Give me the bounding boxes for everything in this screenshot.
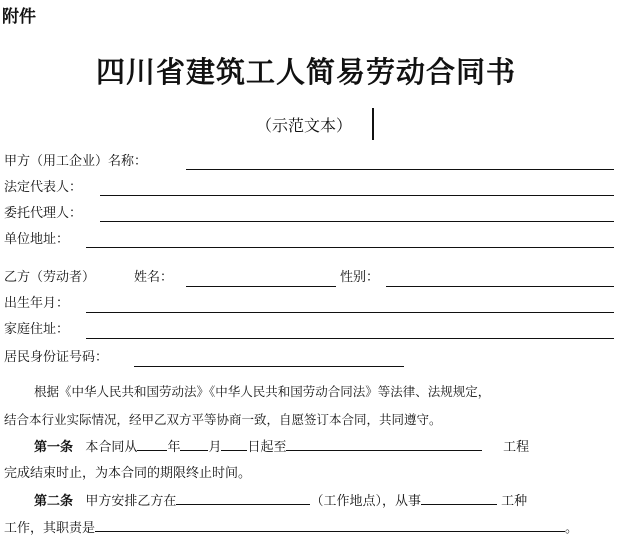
start-year-field[interactable] <box>137 439 167 451</box>
article-2-text-a: 甲方安排乙方在 <box>85 494 177 509</box>
birth-date-label: 出生年月： <box>4 296 70 311</box>
article-2-line-1 <box>34 493 527 510</box>
job-type-field[interactable] <box>421 493 497 505</box>
article-1-heading: 第一条 <box>34 440 74 455</box>
article-2-period: 。 <box>565 521 579 536</box>
document-subtitle: （示范文本） <box>256 116 353 135</box>
start-month-field[interactable] <box>180 439 208 451</box>
article-2-duties-label: 工作，其职责是 <box>4 521 96 536</box>
article-1-project: 工程 <box>503 440 530 455</box>
start-day-field[interactable] <box>221 439 247 451</box>
article-2-text-c: 工种 <box>501 494 528 509</box>
article-2-heading: 第二条 <box>34 494 74 509</box>
id-number-field[interactable] <box>134 366 404 367</box>
project-name-field[interactable] <box>286 439 482 451</box>
party-b-gender-field[interactable] <box>386 286 614 287</box>
company-address-label: 单位地址： <box>4 232 70 247</box>
home-address-label: 家庭住址： <box>4 322 70 337</box>
party-b-name-field[interactable] <box>186 286 336 287</box>
article-1-line-1 <box>34 439 529 456</box>
intro-paragraph-line-2: 结合本行业实际情况，经甲乙双方平等协商一致，自愿签订本合同，共同遵守。 <box>4 412 442 427</box>
article-1-text-until: 日起至 <box>247 440 287 455</box>
company-address-field[interactable] <box>86 247 614 248</box>
article-1-text-from: 本合同从 <box>85 440 138 455</box>
document-title: 四川省建筑工人简易劳动合同书 <box>96 55 517 89</box>
party-b-label: 乙方（劳动者） <box>4 270 96 285</box>
article-2-text-b: （工作地点），从事 <box>310 494 421 509</box>
attachment-label: 附件 <box>2 7 36 27</box>
authorized-agent-label: 委托代理人： <box>4 206 83 221</box>
text-cursor <box>372 108 374 140</box>
legal-representative-label: 法定代表人： <box>4 180 83 195</box>
article-1-line-2: 完成结束时止，为本合同的期限终止时间。 <box>4 466 252 481</box>
intro-paragraph-line-1: 根据《中华人民共和国劳动法》《中华人民共和国劳动合同法》等法律、法规规定， <box>34 384 491 399</box>
party-b-name-label: 姓名： <box>134 270 174 285</box>
article-2-line-2 <box>4 520 578 537</box>
article-1-month: 月 <box>208 440 222 455</box>
work-location-field[interactable] <box>176 493 310 505</box>
party-a-name-label: 甲方（用工企业）名称： <box>4 154 148 169</box>
legal-representative-field[interactable] <box>100 195 614 196</box>
duties-field[interactable] <box>95 520 565 532</box>
birth-date-field[interactable] <box>86 312 614 313</box>
article-1-year: 年 <box>167 440 181 455</box>
party-b-gender-label: 性别： <box>340 270 380 285</box>
home-address-field[interactable] <box>86 338 614 339</box>
party-a-name-field[interactable] <box>186 169 614 170</box>
authorized-agent-field[interactable] <box>100 221 614 222</box>
id-number-label: 居民身份证号码： <box>4 350 109 365</box>
